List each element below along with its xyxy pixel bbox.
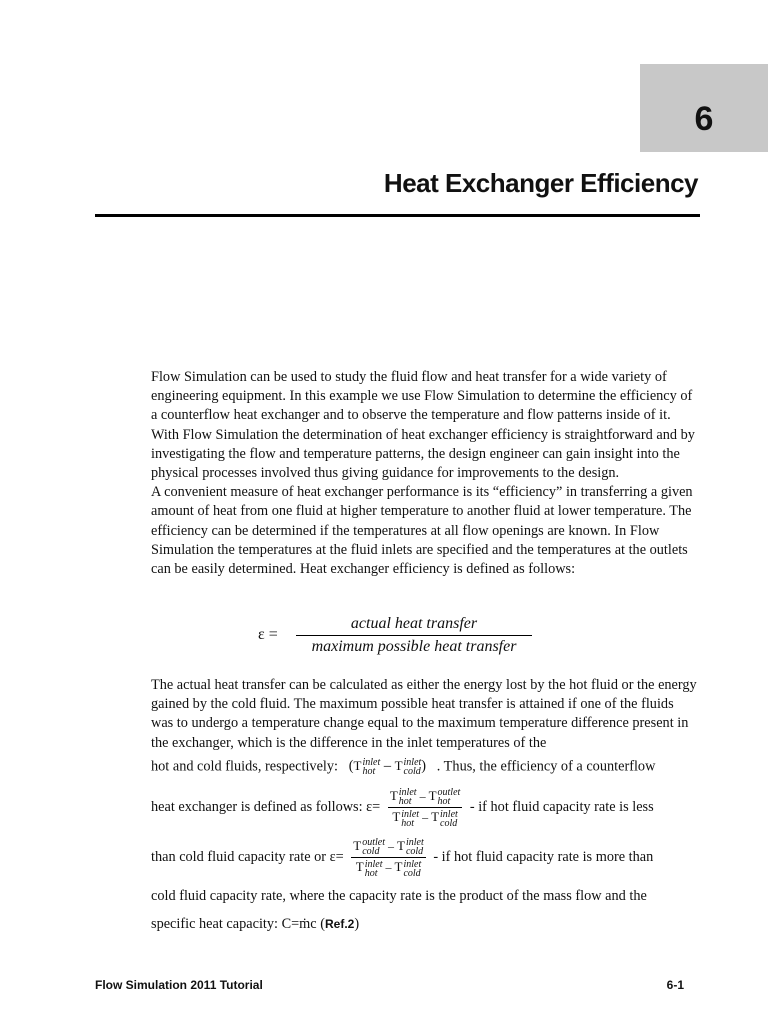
text-line-efficiency-case-2: than cold fluid capacity rate or ε= T outlet cold – T inlet cold T inlet hot – T inlet cold - if hot fluid capacity rate is more than <box>151 837 654 879</box>
efficiency-fraction <box>296 614 532 657</box>
title-rule <box>95 214 700 217</box>
chapter-title: Heat Exchanger Efficiency <box>383 168 698 198</box>
efficiency-fraction-hot: T inlet hot – T outlet hot T inlet hot – T inlet cold <box>389 787 461 829</box>
chapter-number: 6 <box>694 100 714 138</box>
fraction-numerator: actual heat transfer <box>350 615 478 632</box>
fraction-bar <box>296 635 532 636</box>
efficiency-fraction-cold: T outlet cold – T inlet cold T inlet hot – T inlet cold <box>353 837 424 879</box>
chapter-number-box <box>640 64 768 152</box>
text-line-specific-heat: specific heat capacity: C=ṁc (Ref.2) <box>151 916 360 932</box>
text-line-inlet-difference: hot and cold fluids, respectively: (T inlet hot – T inlet cold ) . Thus, the efficiency of a counterflow <box>151 757 656 777</box>
footer-page-number: 6-1 <box>666 978 684 992</box>
fraction-denominator: maximum possible heat transfer <box>311 638 517 655</box>
inlet-difference-expression: (T inlet hot – T inlet cold ) <box>348 757 427 777</box>
efficiency-definition-equation <box>258 614 548 658</box>
reference-link: Ref.2 <box>325 917 355 931</box>
body-paragraph-3: The actual heat transfer can be calculated as either the energy lost by the hot fluid or the energy gained by the cold fluid. The maximum possible heat transfer is attained if one of the fluids was to undergo a temperature change equal to the maximum temperature difference present in the exchanger, which is the difference in the inlet temperatures of the <box>151 677 697 751</box>
text-line-capacity-rate: cold fluid capacity rate, where the capacity rate is the product of the mass flow and the <box>151 888 647 904</box>
footer-book-title: Flow Simulation 2011 Tutorial <box>95 978 263 992</box>
text-line-efficiency-case-1: heat exchanger is defined as follows: ε= T inlet hot – T outlet hot T inlet hot – T inlet cold - if hot fluid capacity rate is less <box>151 787 654 829</box>
intro-paragraph-2: A convenient measure of heat exchanger performance is its “efficiency” in transferring a given amount of heat from one fluid at higher temperature to another fluid at lower temperature. The efficiency can be determined if the temperatures at all flow openings are known. In Flow Simulation the temperatures at the fluid inlets are specified and the temperatures at the outlets can be easily determined. Heat exchanger efficiency is defined as follows: <box>151 484 693 578</box>
intro-text <box>151 368 699 579</box>
epsilon-lhs: ε = <box>258 626 278 643</box>
intro-paragraph-1: Flow Simulation can be used to study the fluid flow and heat transfer for a wide variety of engineering equipment. In this example we use Flow Simulation to determine the efficiency of a counterflow heat exchanger and to observe the temperature and flow patterns inside of it. With Flow Simulation the determination of heat exchanger efficiency is straightforward and by investigating the flow and temperature patterns, the design engineer can gain insight into the physical processes involved thus giving guidance for improvements to the design. <box>151 369 695 482</box>
